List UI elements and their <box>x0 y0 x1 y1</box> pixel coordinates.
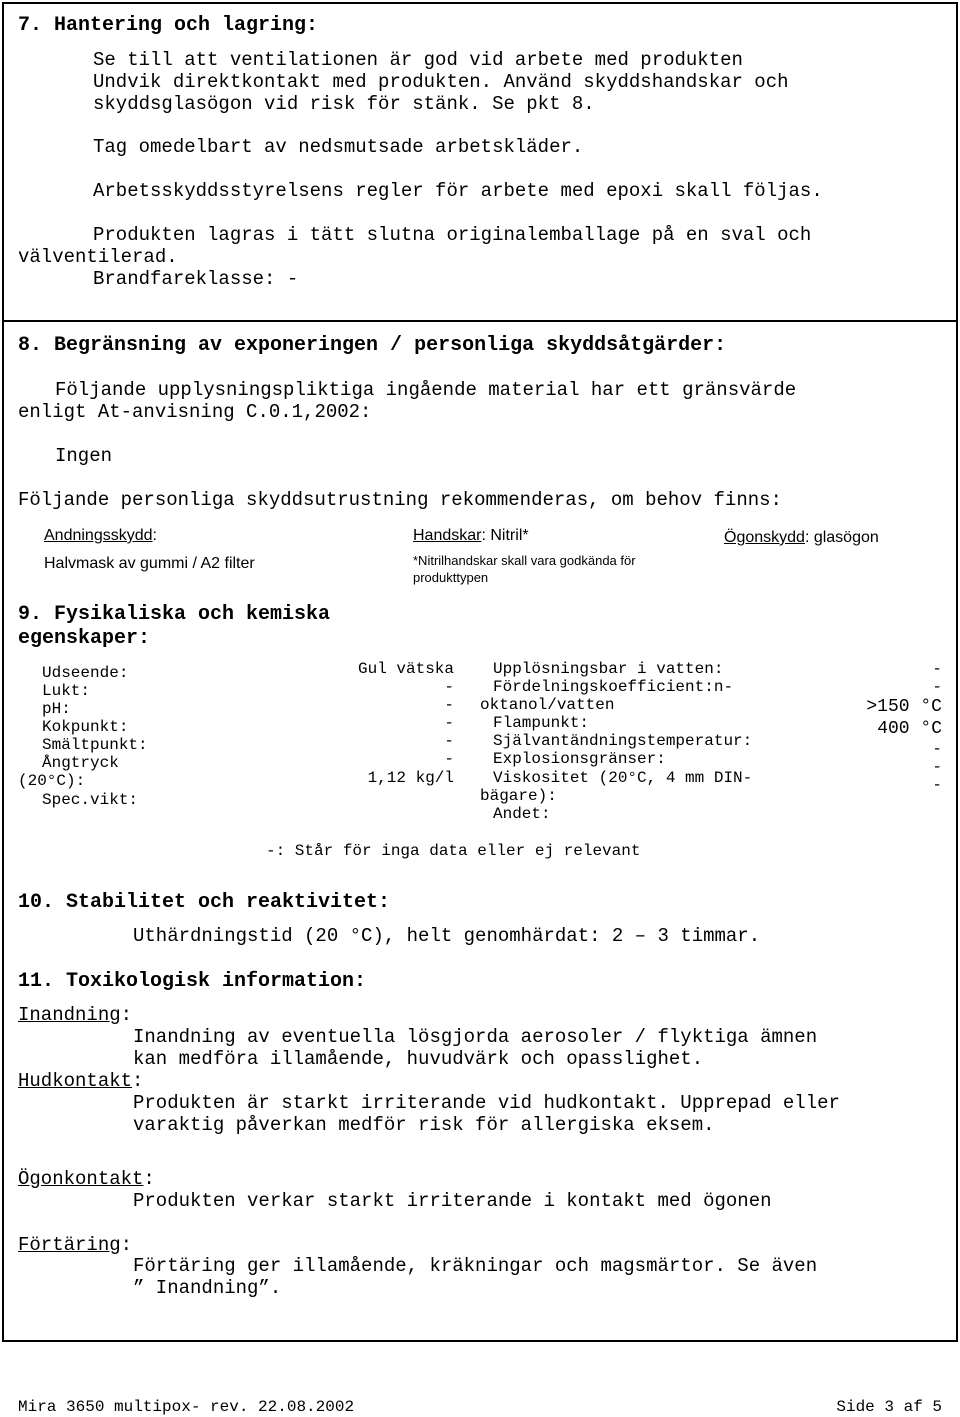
respiratory-protection-label <box>44 527 157 545</box>
respiratory-colon: : <box>152 527 157 544</box>
eye-protection-label <box>724 529 879 547</box>
s8-line-2: enligt At-anvisning C.0.1,2002: <box>18 401 372 423</box>
inhalation-line-2: kan medföra illamående, huvudvärk och opasslighet. <box>133 1048 704 1070</box>
eye-contact-colon: : <box>143 1168 155 1190</box>
prop-value-appearance: Gul vätska <box>357 660 454 678</box>
prop-label-odor: Lukt: <box>42 682 91 700</box>
prop-value-flash-point: >150 °C <box>866 697 942 717</box>
prop-label-boiling-point: Kokpunkt: <box>42 718 129 736</box>
prop-value-explosion-limits: - <box>932 740 942 758</box>
ingestion-colon: : <box>120 1234 133 1256</box>
respiratory-protection-value: Halvmask av gummi / A2 filter <box>44 555 255 572</box>
s7-line-4: Tag omedelbart av nedsmutsade arbetskläder. <box>93 136 584 158</box>
prop-value-partition-coefficient: - <box>932 678 942 696</box>
s7-line-6: Produkten lagras i tätt slutna originalemballage på en sval och <box>93 224 812 246</box>
prop-value-autoignition-temp: 400 °C <box>877 719 942 739</box>
glove-protection-label <box>413 527 529 545</box>
section-9-heading-line-1: 9. Fysikaliska och kemiska <box>18 603 331 626</box>
prop-value-melting-point: - <box>444 732 454 750</box>
s10-line-1: Uthärdningstid (20 °C), helt genomhärdat: 2 – 3 timmar. <box>133 925 761 947</box>
s7-line-3: skyddsglasögon vid risk för stänk. Se pkt 8. <box>93 93 595 115</box>
prop-label-water-solubility: Upplösningsbar i vatten: <box>493 660 724 678</box>
prop-label-melting-point: Smältpunkt: <box>42 736 148 754</box>
s9-note: -: Står för inga data eller ej relevant <box>266 842 641 860</box>
prop-value-ph: - <box>444 696 454 714</box>
glove-value: : Nitril* <box>481 527 529 544</box>
s7-line-1: Se till att ventilationen är god vid arbete med produkten <box>93 49 743 71</box>
s8-line-4: Följande personliga skyddsutrustning rekommenderas, om behov finns: <box>18 489 782 511</box>
section-9-heading-line-2: egenskaper: <box>18 627 151 650</box>
s8-line-1: Följande upplysningspliktiga ingående material har ett gränsvärde <box>55 379 797 401</box>
glove-note-line-2: produkttypen <box>413 570 489 585</box>
eye-contact-label <box>18 1168 155 1190</box>
inhalation-line-1: Inandning av eventuella lösgjorda aerosoler / flyktiga ämnen <box>133 1026 818 1048</box>
prop-value-vapor-pressure: - <box>444 750 454 768</box>
eye-value: : glasögon <box>804 529 879 546</box>
prop-label-autoignition-temp: Självantändningstemperatur: <box>493 732 753 750</box>
prop-label-explosion-limits: Explosionsgränser: <box>493 750 666 768</box>
prop-label-appearance: Udseende: <box>42 664 129 682</box>
inhalation-label-text: Inandning <box>18 1004 121 1026</box>
glove-label-text: Handskar <box>413 527 482 544</box>
prop-label-viscosity-2: bägare): <box>480 787 557 805</box>
eye-label-text: Ögonskydd <box>724 529 805 546</box>
section-8-heading: 8. Begränsning av exponeringen / personliga skyddsåtgärder: <box>18 334 727 357</box>
prop-value-other: - <box>932 776 942 794</box>
prop-label-viscosity: Viskositet (20°C, 4 mm DIN- <box>493 769 753 787</box>
prop-value-boiling-point: - <box>444 714 454 732</box>
s8-line-3: Ingen <box>55 445 113 467</box>
eye-contact-label-text: Ögonkontakt <box>18 1168 144 1190</box>
skin-contact-colon: : <box>132 1070 144 1092</box>
prop-label-vapor-pressure-temp: (20°C): <box>18 772 86 790</box>
ingestion-label-text: Förtäring <box>18 1234 121 1256</box>
s7-line-7: välventilerad. <box>18 246 178 268</box>
inhalation-colon: : <box>120 1004 133 1026</box>
s7-line-2: Undvik direktkontakt med produkten. Använd skyddshandskar och <box>93 71 789 93</box>
prop-label-flash-point: Flampunkt: <box>493 714 590 732</box>
prop-label-other: Andet: <box>493 805 551 823</box>
section-7-heading: 7. Hantering och lagring: <box>18 14 319 37</box>
prop-label-ph: pH: <box>42 700 71 718</box>
footer-document-id: Mira 3650 multipox- rev. 22.08.2002 <box>18 1398 355 1416</box>
ingestion-line-1: Förtäring ger illamående, kräkningar och magsmärtor. Se även <box>133 1255 818 1277</box>
inhalation-label <box>18 1004 132 1026</box>
section-10-heading: 10. Stabilitet och reaktivitet: <box>18 891 391 914</box>
prop-label-specific-gravity: Spec.vikt: <box>42 791 139 809</box>
skin-contact-label <box>18 1070 143 1092</box>
s7-line-8: Brandfareklasse: - <box>93 268 299 290</box>
skin-contact-line-2: varaktig påverkan medför risk för allergiska eksem. <box>133 1114 715 1136</box>
prop-value-water-solubility: - <box>932 660 942 678</box>
ingestion-label <box>18 1234 132 1256</box>
eye-contact-line-1: Produkten verkar starkt irriterande i kontakt med ögonen <box>133 1190 772 1212</box>
prop-label-vapor-pressure: Ångtryck <box>42 754 119 772</box>
skin-contact-label-text: Hudkontakt <box>18 1070 133 1092</box>
prop-value-viscosity: - <box>932 758 942 776</box>
s7-line-5: Arbetsskyddsstyrelsens regler för arbete med epoxi skall följas. <box>93 180 823 202</box>
ingestion-line-2: ” Inandning”. <box>133 1277 282 1299</box>
respiratory-label-text: Andningsskydd <box>44 527 153 544</box>
prop-label-partition-coefficient-2: oktanol/vatten <box>480 696 615 714</box>
skin-contact-line-1: Produkten är starkt irriterande vid hudkontakt. Upprepad eller <box>133 1092 840 1114</box>
footer-page-number: Side 3 af 5 <box>836 1398 942 1416</box>
prop-value-odor: - <box>444 678 454 696</box>
section-11-heading: 11. Toxikologisk information: <box>18 970 367 993</box>
glove-note-line-1: *Nitrilhandskar skall vara godkända för <box>413 553 636 568</box>
prop-value-specific-gravity: 1,12 kg/l <box>367 769 454 787</box>
prop-label-partition-coefficient: Fördelningskoefficient:n- <box>493 678 734 696</box>
